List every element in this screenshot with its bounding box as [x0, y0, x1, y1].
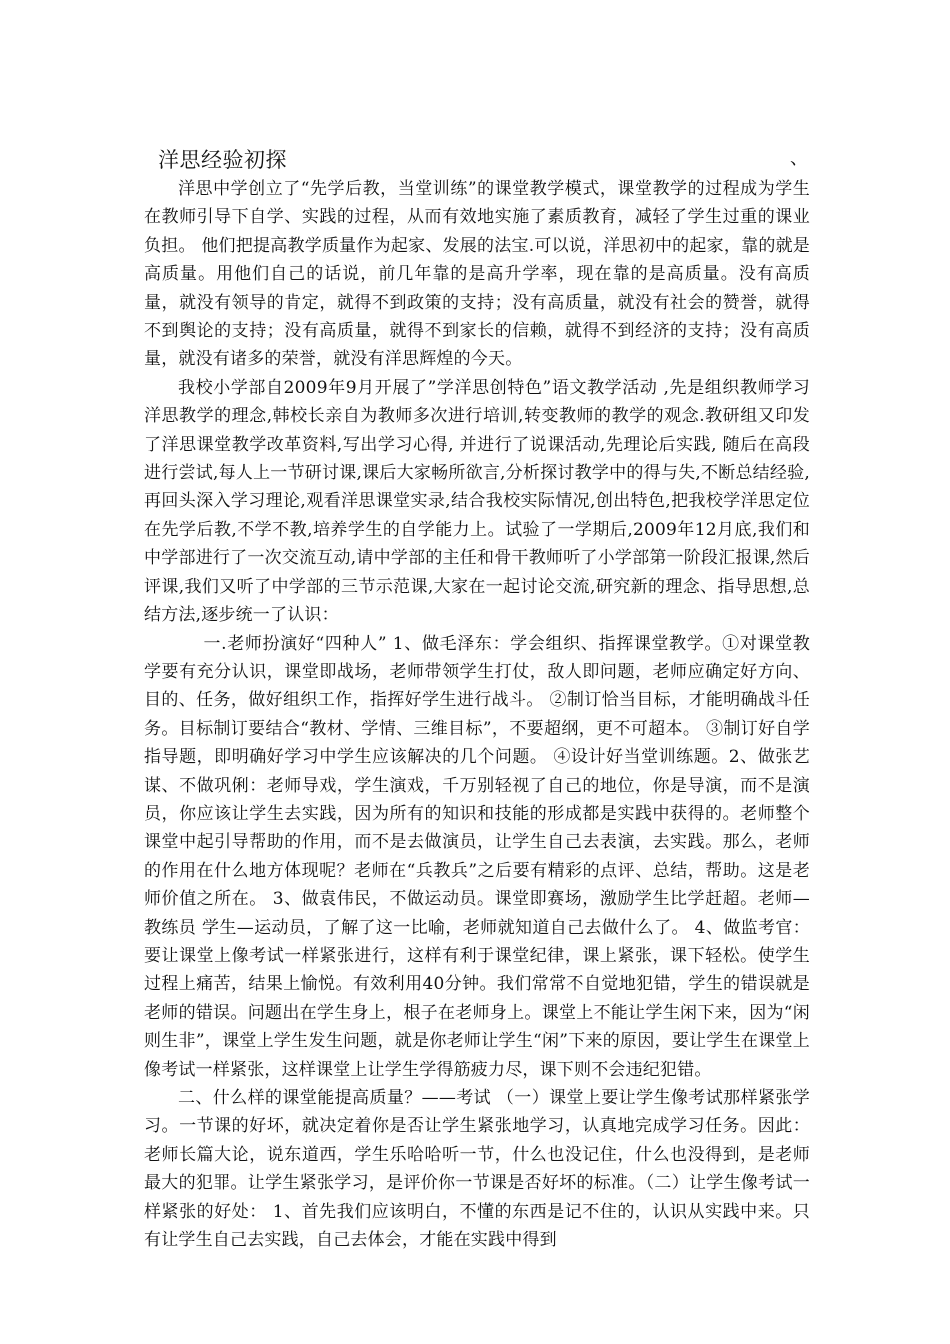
paragraph-school-activity: 我校小学部自2009年9月开展了”学洋思创特色”语文教学活动 ,先是组织教师学习洋思教学的理念,韩校长亲自为教师多次进行培训,转变教师的教学的观念.教研组又印发了洋思课堂教学改革资料,写出学习心得, 并进行了说课活动,先理论后实践, 随后在高段进行尝试,每人上一节研讨课,课后大家畅所欲言,分析探讨教学中的得与失,不断总结经验,再回头深入学习理论,观看洋思课堂实录,结合我校实际情况,创出特色,把我校学洋思定位在先学后教,不学不教,培养学生的自学能力上。试验了一学期后,2009年12月底,我们和中学部进行了一次交流互动,请中学部的主任和骨干教师听了小学部第一阶段汇报课,然后评课,我们又听了中学部的三节示范课,大家在一起讨论交流,研究新的理念、指导思想,总结方法,逐步统一了认识： [144, 377, 810, 626]
paragraph-intro: 洋思中学创立了“先学后教，当堂训练”的课堂教学模式，课堂教学的过程成为学生在教师引导下自学、实践的过程，从而有效地实施了素质教育，减轻了学生过重的课业负担。 他们把提高教学质量作为起家、发展的法宝.可以说，洋思初中的起家，靠的就是高质量。用他们自己的话说，前几年靠的是高升学率，现在靠的是高质量。没有高质量，就没有领导的肯定，就得不到政策的支持；没有高质量，就没有社会的赞誉，就得不到舆论的支持；没有高质量，就得不到家长的信赖，就得不到经济的支持；没有高质量，就没有诸多的荣誉，就没有洋思辉煌的今天。 [144, 179, 810, 370]
title-punctuation-mark: 、 [790, 148, 808, 169]
document-body [144, 175, 810, 1254]
paragraph-classroom-quality: 二、什么样的课堂能提高质量？——考试 （一）课堂上要让学生像考试那样紧张学习。一节课的好坏，就决定着你是否让学生紧张地学习，认真地完成学习任务。因此：老师长篇大论，说东道西，学生乐哈哈听一节，什么也没记住，什么也没得到，是老师最大的犯罪。让学生紧张学习，是评价你一节课是否好坏的标准。（二）让学生像考试一样紧张的好处： 1、首先我们应该明白，不懂的东西是记不住的，认识从实践中来。只有让学生自己去实践，自己去体会，才能在实践中得到 [144, 1088, 810, 1251]
document-title: 洋思经验初探 [158, 148, 287, 172]
paragraph-four-roles: 一.老师扮演好“四种人” 1、做毛泽东：学会组织、指挥课堂教学。①对课堂教学要有充分认识，课堂即战场，老师带领学生打仗，敌人即问题，老师应确定好方向、目的、任务，做好组织工作，指挥好学生进行战斗。 ②制订恰当目标，才能明确战斗任务。目标制订要结合“教材、学情、三维目标”，不要超纲，更不可超本。 ③制订好自学指导题，即明确好学习中学生应该解决的几个问题。 ④设计好当堂训练题。2、做张艺谋、不做巩俐：老师导戏，学生演戏，千万别轻视了自己的地位，你是导演，而不是演员，你应该让学生去实践，因为所有的知识和技能的形成都是实践中获得的。老师整个课堂中起引导帮助的作用，而不是去做演员，让学生自己去表演，去实践。那么，老师的作用在什么地方体现呢？老师在“兵教兵”之后要有精彩的点评、总结，帮助。这是老师价值之所在。 3、做袁伟民，不做运动员。课堂即赛场，激励学生比学赶超。老师—教练员 学生—运动员，了解了这一比喻，老师就知道自己去做什么了。 4、做监考官：要让课堂上像考试一样紧张进行，这样有利于课堂纪律，课上紧张，课下轻松。使学生过程上痛苦，结果上愉悦。有效利用40分钟。我们常常不自觉地犯错，学生的错误就是老师的错误。问题出在学生身上，根子在老师身上。课堂上不能让学生闲下来，因为“闲则生非”，课堂上学生发生问题，就是你老师让学生“闲”下来的原因，要让学生在课堂上像考试一样紧张，这样课堂上让学生学得筋疲力尽，课下则不会违纪犯错。 [144, 633, 810, 1080]
